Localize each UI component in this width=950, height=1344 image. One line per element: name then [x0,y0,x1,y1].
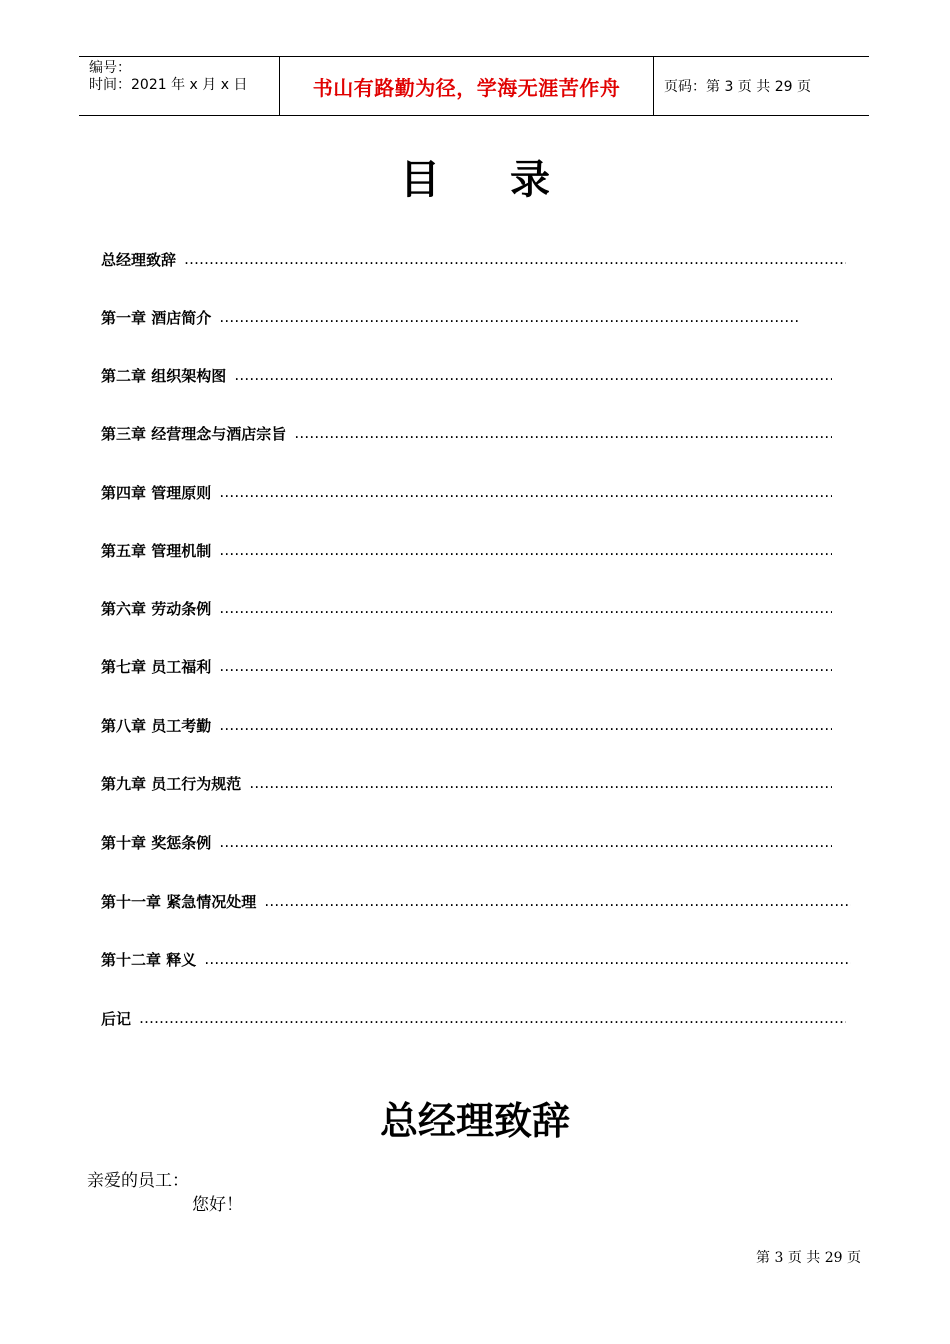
toc-item[interactable] [101,539,832,561]
header-motto: 书山有路勤为径，学海无涯苦作舟 [280,57,654,115]
toc-item-label: 第五章 管理机制 [101,541,212,560]
toc-item-label: 第七章 员工福利 [101,657,212,676]
toc-item-label: 第四章 管理原则 [101,483,212,502]
toc-item-label: 第十二章 释义 [101,950,197,969]
toc-item-label: 第十一章 紧急情况处理 [101,892,257,911]
toc-item[interactable] [101,422,832,444]
toc-leader-dots [219,599,832,617]
toc-item-label: 第二章 组织架构图 [101,366,227,385]
toc-leader-dots [184,250,846,268]
toc-item[interactable] [101,655,832,677]
toc-item[interactable] [101,248,846,270]
toc-item-label: 第十章 奖惩条例 [101,833,212,852]
toc-item[interactable] [101,714,832,736]
toc-leader-dots [234,366,832,384]
toc-item-label: 第八章 员工考勤 [101,716,212,735]
toc-item[interactable] [101,831,832,853]
toc-title: 目录 [400,156,620,203]
toc-item[interactable] [101,890,851,912]
toc-item-label: 第九章 员工行为规范 [101,774,242,793]
document-date: 时间：2021 年 x 月 x 日 [89,77,248,93]
toc-item[interactable] [101,481,832,503]
toc-item-label: 第一章 酒店简介 [101,308,212,327]
toc-item[interactable] [101,597,832,619]
toc-leader-dots [219,483,832,501]
toc-leader-dots [264,892,851,910]
header-page-info: 页码：第 3 页 共 29 页 [664,79,811,95]
toc-leader-dots [294,424,832,442]
toc-item-label: 总经理致辞 [101,250,177,269]
toc-leader-dots [219,657,832,675]
document-header [79,56,869,116]
toc-leader-dots [249,774,832,792]
toc-leader-dots [219,308,798,326]
toc-leader-dots [219,833,832,851]
toc-item[interactable] [101,306,798,328]
toc-item-label: 第六章 劳动条例 [101,599,212,618]
header-meta [79,57,280,115]
toc-item-label: 第三章 经营理念与酒店宗旨 [101,424,287,443]
speech-greeting: 亲爱的员工： [87,1171,189,1191]
toc-leader-dots [139,1009,846,1027]
toc-item-label: 后记 [101,1009,132,1028]
toc-item[interactable] [101,364,832,386]
footer-page-number: 第 3 页 共 29 页 [756,1250,861,1266]
toc-item[interactable] [101,948,851,970]
toc-leader-dots [219,541,832,559]
toc-item[interactable] [101,772,832,794]
toc-leader-dots [219,716,832,734]
speech-hello: 您好！ [192,1195,243,1215]
toc-item[interactable] [101,1007,846,1029]
document-number-label: 编号： [89,60,131,76]
toc-leader-dots [204,950,851,968]
speech-title: 总经理致辞 [379,1098,570,1143]
